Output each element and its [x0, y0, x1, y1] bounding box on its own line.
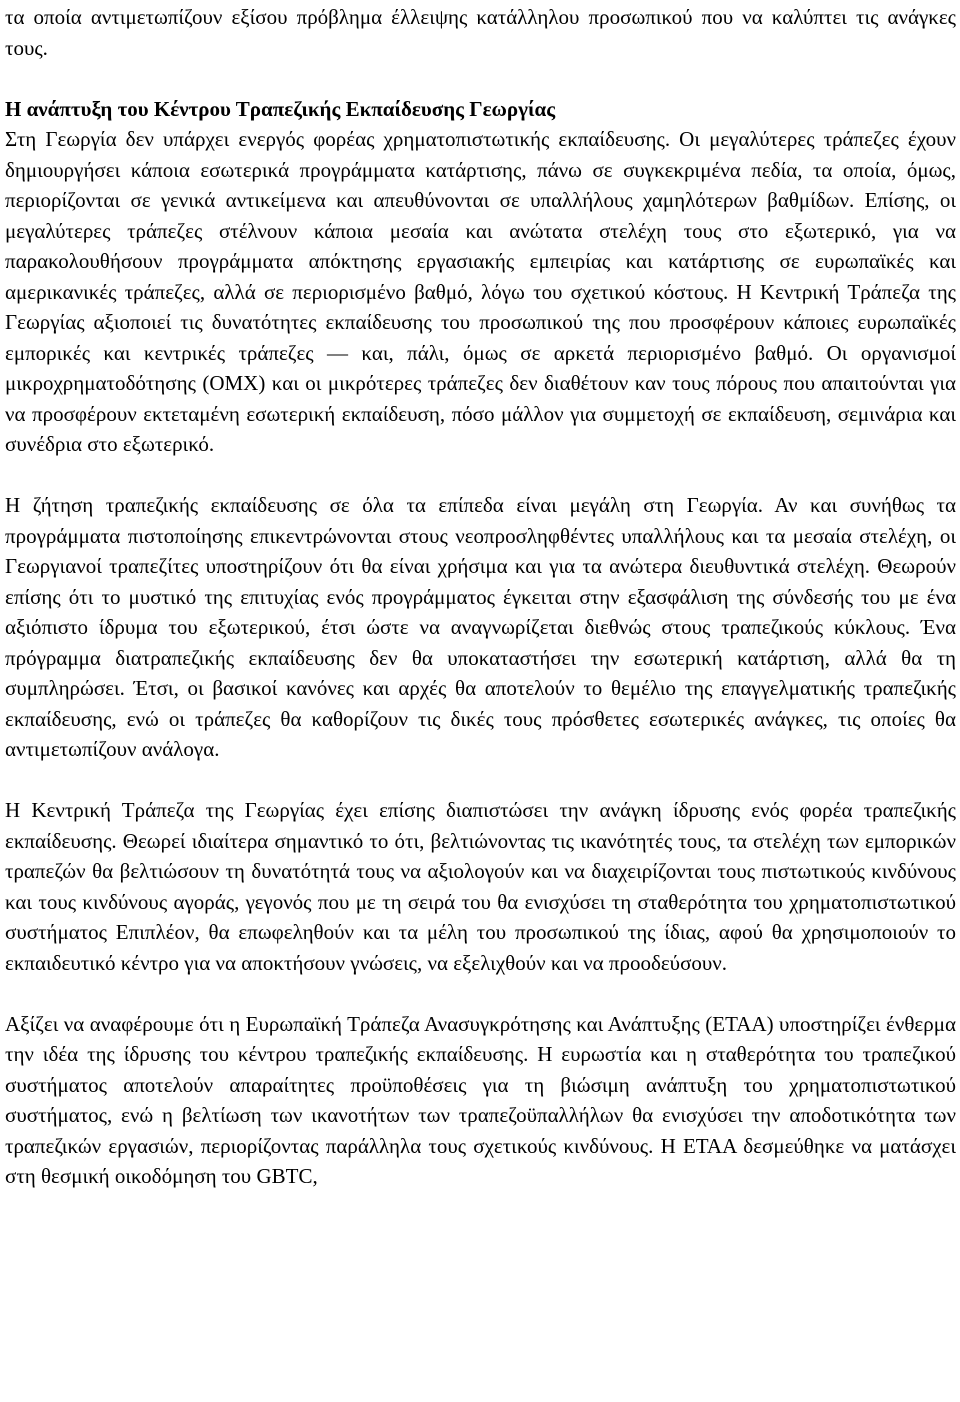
document-page [5, 2, 956, 1192]
body-paragraph-2: Η ζήτηση τραπεζικής εκπαίδευσης σε όλα τα επίπεδα είναι μεγάλη στη Γεωργία. Αν και συνήθως τα προγράμματα πιστοποίησης επικεντρώνονται στους νεοπροσληφθέντες υπαλλήλους και τα μεσαία στελέχη, οι Γεωργιανοί τραπεζίτες υποστηρίζουν ότι θα είναι χρήσιμα και για τα ανώτερα διευθυντικά στελέχη. Θεωρούν επίσης ότι το μυστικό της επιτυχίας ενός προγράμματος έγκειται στην εξασφάλιση της σύνδεσής του με ένα αξιόπιστο ίδρυμα του εξωτερικού, έτσι ώστε να αναγνωρίζεται διεθνώς στους τραπεζικούς κύκλους. Ένα πρόγραμμα διατραπεζικής εκπαίδευσης δεν θα υποκαταστήσει την εσωτερική κατάρτιση, αλλά θα τη συμπληρώσει. Έτσι, οι βασικοί κανόνες και αρχές θα αποτελούν το θεμέλιο της επαγγελματικής τραπεζικής εκπαίδευσης, ενώ οι τράπεζες θα καθορίζουν τις δικές τους πρόσθετες εσωτερικές ανάγκες, τις οποίες θα αντιμετωπίζουν ανάλογα. [5, 493, 956, 761]
paragraph-spacer [5, 63, 956, 94]
section-heading: Η ανάπτυξη του Κέντρου Τραπεζικής Εκπαίδευσης Γεωργίας [5, 96, 556, 121]
body-paragraph-3: Η Κεντρική Τράπεζα της Γεωργίας έχει επίσης διαπιστώσει την ανάγκη ίδρυσης ενός φορέα τραπεζικής εκπαίδευσης. Θεωρεί ιδιαίτερα σημαντικό το ότι, βελτιώνοντας τις ικανότητές τους, τα στελέχη των εμπορικών τραπεζών θα βελτιώσουν τη δυνατότητά τους να αξιολογούν και να διαχειρίζονται τους πιστωτικούς κινδύνους και τους κινδύνους αγοράς, γεγονός που με τη σειρά του θα ενισχύσει τη σταθερότητα του χρηματοπιστωτικού συστήματος Επιπλέον, θα επωφεληθούν και τα μέλη του προσωπικού της ίδιας, αφού θα χρησιμοποιούν το εκπαιδευτικό κέντρο για να αποκτήσουν γνώσεις, να εξελιχθούν και να προοδεύσουν. [5, 798, 956, 975]
body-paragraph-1: Στη Γεωργία δεν υπάρχει ενεργός φορέας χρηματοπιστωτικής εκπαίδευσης. Οι μεγαλύτερες τράπεζες έχουν δημιουργήσει κάποια εσωτερικά προγράμματα κατάρτισης, πάνω σε συγκεκριμένα πεδία, τα οποία, όμως, περιορίζονται σε γενικά αντικείμενα και απευθύνονται σε υπαλλήλους χαμηλότερων βαθμίδων. Επίσης, οι μεγαλύτερες τράπεζες στέλνουν κάποια μεσαία και ανώτατα στελέχη τους στο εξωτερικό, για να παρακολουθήσουν προγράμματα απόκτησης εργασιακής εμπειρίας και κατάρτισης σε ευρωπαϊκές και αμερικανικές τράπεζες, αλλά σε περιορισμένο βαθμό, λόγω του σχετικού κόστους. Η Κεντρική Τράπεζα της Γεωργίας αξιοποιεί τις δυνατότητες εκπαίδευσης του προσωπικού της που προσφέρουν κάποιες ευρωπαϊκές εμπορικές και κεντρικές τράπεζες — και, πάλι, όμως σε αρκετά περιορισμένο βαθμό. Οι οργανισμοί μικροχρηματοδότησης (ΟΜΧ) και οι μικρότερες τράπεζες δεν διαθέτουν καν τους πόρους που απαιτούνται για να προσφέρουν εκτεταμένη εσωτερική εκπαίδευση, πόσο μάλλον για συμμετοχή σε εκπαίδευση, σεμινάρια και συνέδρια στο εξωτερικό. [5, 127, 956, 456]
body-paragraph-4: Αξίζει να αναφέρουμε ότι η Ευρωπαϊκή Τράπεζα Ανασυγκρότησης και Ανάπτυξης (ΕΤΑΑ) υποστηρίζει ένθερμα την ιδέα της ίδρυσης του κέντρου τραπεζικής εκπαίδευσης. Η ευρωστία και η σταθερότητα του τραπεζικού συστήματος αποτελούν απαραίτητες προϋποθέσεις για τη βιώσιμη ανάπτυξη του χρηματοπιστωτικού συστήματος, ενώ η βελτίωση των ικανοτήτων των τραπεζοϋπαλλήλων θα ενισχύσει την αποδοτικότητα των τραπεζικών εργασιών, περιορίζοντας παράλληλα τους σχετικούς κινδύνους. Η ΕΤΑΑ δεσμεύθηκε να ματάσχει στη θεσμική οικοδόμηση του GBTC, [5, 1011, 956, 1188]
intro-paragraph: τα οποία αντιμετωπίζουν εξίσου πρόβλημα έλλειψης κατάλληλου προσωπικού που να καλύπτει τις ανάγκες τους. [5, 5, 956, 60]
